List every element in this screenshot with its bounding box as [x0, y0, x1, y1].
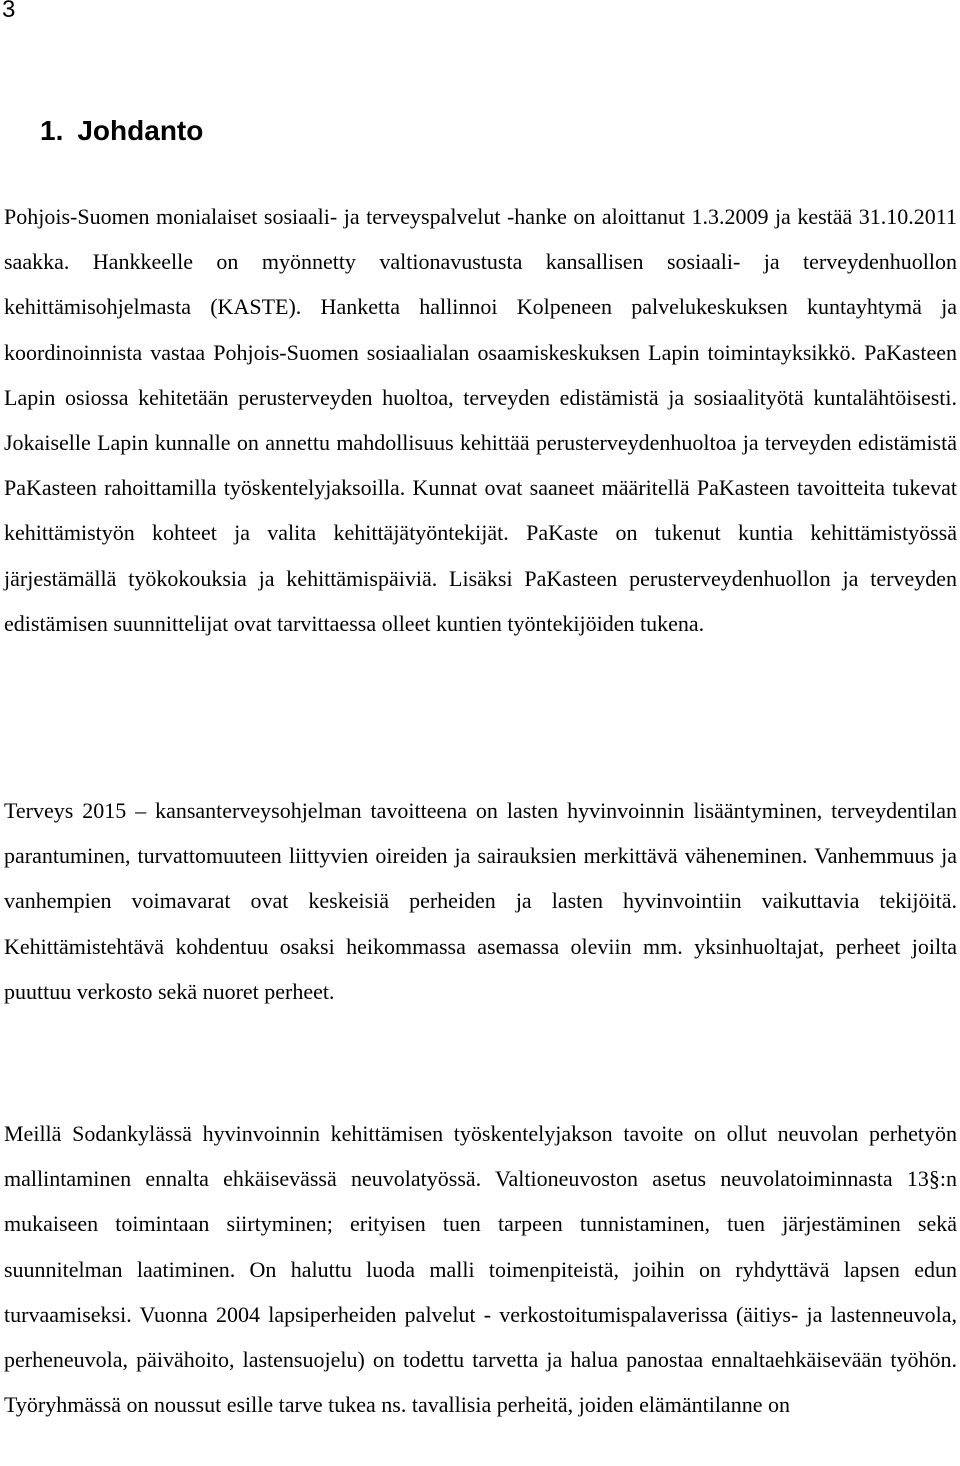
paragraph-health-2015: Terveys 2015 – kansanterveysohjelman tavoitteena on lasten hyvinvoinnin lisääntyminen, terveydentilan parantuminen, turvattomuuteen liittyvien oireiden ja sairauksien merkittävä väheneminen. Vanhemmuus ja vanhempien voimavarat ovat keskeisiä perheiden ja lasten hyvinvointiin vaikuttavia tekijöitä. Kehittämistehtävä kohdentuu osaksi heikommassa asemassa oleviin mm. yksinhuoltajat, perheet joilta puuttuu verkosto sekä nuoret perheet. [4, 798, 957, 1004]
section-number: 1. [40, 115, 64, 146]
paragraph-project-intro: Pohjois-Suomen monialaiset sosiaali- ja terveyspalvelut -hanke on aloittanut 1.3.2009 ja kestää 31.10.2011 saakka. Hankkeelle on myönnetty valtionavustusta kansallisen sosiaali- ja terveydenhuollon kehittämisohjelmasta (KASTE). Hanketta hallinnoi Kolpeneen palvelukeskuksen kuntayhtymä ja koordinoinnista vastaa Pohjois-Suomen sosiaalialan osaamiskeskuksen Lapin toimintayksikkö. PaKasteen Lapin osiossa kehitetään perusterveyden huoltoa, terveyden edistämistä ja sosiaalityötä kuntalähtöisesti. Jokaiselle Lapin kunnalle on annettu mahdollisuus kehittää perusterveydenhuoltoa ja terveyden edistämistä PaKasteen rahoittamilla työskentelyjaksoilla. Kunnat ovat saaneet määritellä PaKasteen tavoitteita tukevat kehittämistyön kohteet ja valita kehittäjätyöntekijät. PaKaste on tukenut kuntia kehittämistyössä järjestämällä työkokouksia ja kehittämispäiviä. Lisäksi PaKasteen perusterveydenhuollon ja terveyden edistämisen suunnittelijat ovat tarvittaessa olleet kuntien työntekijöiden tukena. [4, 204, 957, 636]
section-title: Johdanto [77, 115, 204, 146]
section-heading [40, 114, 203, 148]
page-number: 3 [2, 0, 16, 23]
paragraph-sodankyla: Meillä Sodankylässä hyvinvoinnin kehittämisen työskentelyjakson tavoite on ollut neuvolan perhetyön mallintaminen ennalta ehkäisevässä neuvolatyössä. Valtioneuvoston asetus neuvolatoiminnasta 13§:n mukaiseen toimintaan siirtyminen; erityisen tuen tarpeen tunnistaminen, tuen järjestäminen sekä suunnitelman laatiminen. On haluttu luoda malli toimenpiteistä, joihin on ryhdyttävä lapsen edun turvaamiseksi. Vuonna 2004 lapsiperheiden palvelut - verkostoitumispalaverissa (äitiys- ja lastenneuvola, perheneuvola, päivähoito, lastensuojelu) on todettu tarvetta ja halua panostaa ennaltaehkäisevään työhön. Työryhmässä on noussut esille tarve tukea ns. tavallisia perheitä, joiden elämäntilanne on [4, 1121, 957, 1418]
